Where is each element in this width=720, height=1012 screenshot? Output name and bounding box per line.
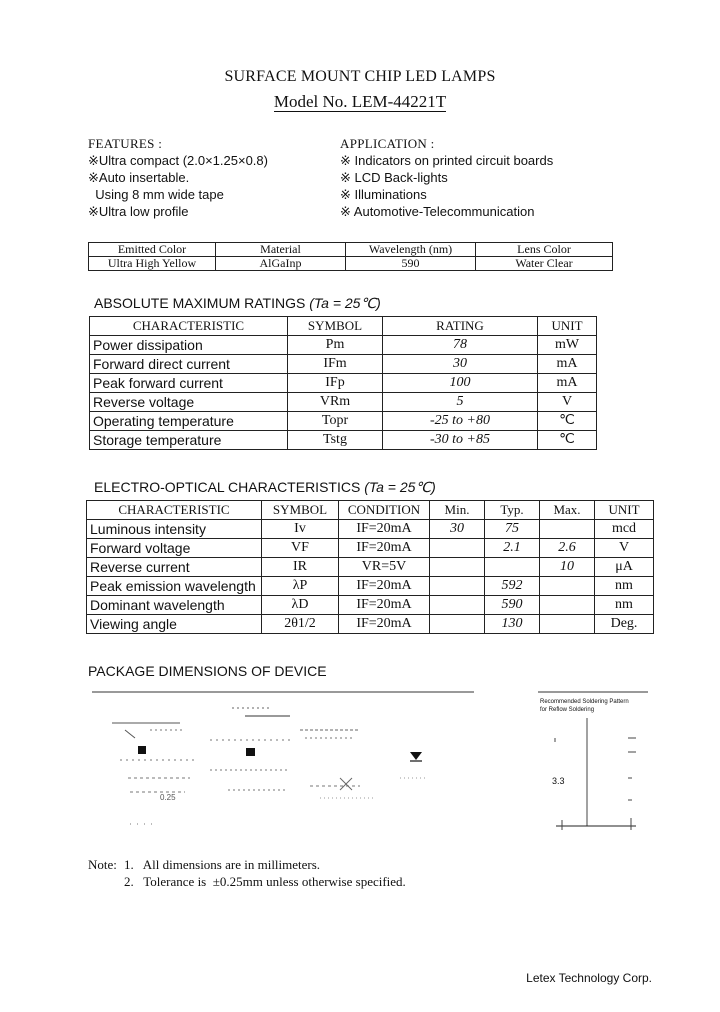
- note-item: 2. Tolerance is ±0.25mm unless otherwise specified.: [124, 874, 406, 889]
- table-row: [87, 539, 654, 558]
- table-cell: IF=20mA: [339, 520, 430, 539]
- table-cell: λD: [262, 596, 339, 615]
- table-cell: mA: [538, 374, 597, 393]
- table-cell: VRm: [288, 393, 383, 412]
- model-number-text: Model No. LEM-44221T: [273, 92, 447, 111]
- table-cell: 30: [430, 520, 485, 539]
- table-cell: ℃: [538, 412, 597, 431]
- table-cell: Tstg: [288, 431, 383, 450]
- table-header-cell: Typ.: [485, 501, 540, 520]
- table-row: [90, 393, 597, 412]
- table-cell: Peak emission wavelength: [87, 577, 262, 596]
- feature-line: ※Ultra compact (2.0×1.25×0.8): [88, 153, 268, 168]
- features-heading: FEATURES :: [88, 136, 163, 151]
- table-cell: [430, 539, 485, 558]
- table-cell: Reverse current: [87, 558, 262, 577]
- application-section: [340, 135, 553, 220]
- table-row: [87, 558, 654, 577]
- electro-optical-table: [86, 500, 654, 634]
- table-header-cell: CHARACTERISTIC: [90, 317, 288, 336]
- table-header-cell: UNIT: [538, 317, 597, 336]
- table-cell: mW: [538, 336, 597, 355]
- table-cell: λP: [262, 577, 339, 596]
- feature-line: ※Ultra low profile: [88, 204, 189, 219]
- table-cell: Iv: [262, 520, 339, 539]
- table-row: [87, 615, 654, 634]
- table-cell: Forward voltage: [87, 539, 262, 558]
- table-cell: -25 to +80: [383, 412, 538, 431]
- table-cell: 30: [383, 355, 538, 374]
- solder-pattern-caption: Recommended Soldering Pattern: [540, 699, 629, 705]
- table-cell: [430, 558, 485, 577]
- table-cell: Viewing angle: [87, 615, 262, 634]
- diode-symbol-icon: [410, 752, 422, 760]
- company-name: Letex Technology Corp.: [526, 971, 652, 985]
- electro-optical-heading: [94, 479, 436, 496]
- application-line: ※ Automotive-Telecommunication: [340, 204, 535, 219]
- table-row: [90, 355, 597, 374]
- table-cell: V: [538, 393, 597, 412]
- table-cell: VR=5V: [339, 558, 430, 577]
- table-cell: nm: [595, 596, 654, 615]
- table-header-cell: RATING: [383, 317, 538, 336]
- notes-label: Note:: [88, 857, 117, 872]
- table-row: [90, 336, 597, 355]
- solder-dimension-label: 3.3: [552, 776, 565, 786]
- features-section: [88, 135, 268, 220]
- table-cell: Peak forward current: [90, 374, 288, 393]
- table-cell: IF=20mA: [339, 615, 430, 634]
- table-cell: 78: [383, 336, 538, 355]
- table-cell: Forward direct current: [90, 355, 288, 374]
- table-cell: [485, 558, 540, 577]
- table-header-cell: SYMBOL: [262, 501, 339, 520]
- table-cell: Dominant wavelength: [87, 596, 262, 615]
- table-cell: Storage temperature: [90, 431, 288, 450]
- table-cell: mcd: [595, 520, 654, 539]
- application-line: ※ Illuminations: [340, 187, 427, 202]
- table-header-cell: Material: [216, 243, 346, 257]
- table-cell: [430, 596, 485, 615]
- table-cell: 2.6: [540, 539, 595, 558]
- table-cell: 5: [383, 393, 538, 412]
- table-header-cell: Emitted Color: [89, 243, 216, 257]
- table-row: [87, 596, 654, 615]
- table-header-cell: CHARACTERISTIC: [87, 501, 262, 520]
- abs-max-heading: [94, 295, 381, 312]
- note-item: 1. All dimensions are in millimeters.: [124, 857, 321, 872]
- table-cell: VF: [262, 539, 339, 558]
- table-cell: [430, 615, 485, 634]
- electro-optical-condition: (Ta = 25℃): [364, 479, 436, 495]
- table-cell: Power dissipation: [90, 336, 288, 355]
- abs-max-title: ABSOLUTE MAXIMUM RATINGS: [94, 295, 306, 311]
- table-cell: [540, 520, 595, 539]
- table-row: [90, 431, 597, 450]
- chip-dimension-label: 0.25: [160, 793, 176, 802]
- table-header-row: [89, 243, 613, 257]
- table-cell: 2θ1/2: [262, 615, 339, 634]
- table-header-cell: Min.: [430, 501, 485, 520]
- table-header-cell: Wavelength (nm): [346, 243, 476, 257]
- table-header-row: [90, 317, 597, 336]
- abs-max-condition: (Ta = 25℃): [309, 295, 381, 311]
- table-cell: IF=20mA: [339, 539, 430, 558]
- table-cell: Ultra High Yellow: [89, 257, 216, 271]
- table-cell: Topr: [288, 412, 383, 431]
- table-cell: IFm: [288, 355, 383, 374]
- table-cell: [540, 615, 595, 634]
- table-row: [87, 577, 654, 596]
- table-header-cell: Lens Color: [476, 243, 613, 257]
- abs-max-table: [89, 316, 597, 450]
- application-heading: APPLICATION :: [340, 136, 435, 151]
- table-cell: Deg.: [595, 615, 654, 634]
- table-cell: -30 to +85: [383, 431, 538, 450]
- table-cell: nm: [595, 577, 654, 596]
- table-cell: 75: [485, 520, 540, 539]
- application-line: ※ LCD Back-lights: [340, 170, 448, 185]
- electro-optical-title: ELECTRO-OPTICAL CHARACTERISTICS: [94, 479, 361, 495]
- table-header-cell: SYMBOL: [288, 317, 383, 336]
- table-header-cell: CONDITION: [339, 501, 430, 520]
- feature-line: ※Auto insertable.: [88, 170, 190, 185]
- table-cell: IR: [262, 558, 339, 577]
- table-cell: 100: [383, 374, 538, 393]
- table-row: [87, 520, 654, 539]
- table-cell: Operating temperature: [90, 412, 288, 431]
- table-cell: 130: [485, 615, 540, 634]
- table-cell: AlGaInp: [216, 257, 346, 271]
- table-cell: Water Clear: [476, 257, 613, 271]
- table-cell: V: [595, 539, 654, 558]
- table-cell: mA: [538, 355, 597, 374]
- table-cell: Luminous intensity: [87, 520, 262, 539]
- table-cell: ℃: [538, 431, 597, 450]
- table-row: [90, 412, 597, 431]
- table-row: [90, 374, 597, 393]
- document-title: SURFACE MOUNT CHIP LED LAMPS: [224, 68, 496, 85]
- table-cell: IFp: [288, 374, 383, 393]
- table-row: [89, 257, 613, 271]
- package-dimensions-title: PACKAGE DIMENSIONS OF DEVICE: [88, 663, 327, 679]
- table-cell: 2.1: [485, 539, 540, 558]
- table-cell: IF=20mA: [339, 596, 430, 615]
- table-cell: 10: [540, 558, 595, 577]
- table-cell: Pm: [288, 336, 383, 355]
- model-number: [0, 92, 720, 112]
- table-cell: IF=20mA: [339, 577, 430, 596]
- feature-line: Using 8 mm wide tape: [88, 187, 224, 202]
- table-cell: [430, 577, 485, 596]
- table-cell: [540, 577, 595, 596]
- table-cell: μA: [595, 558, 654, 577]
- table-cell: [540, 596, 595, 615]
- emitted-color-table: [88, 242, 613, 271]
- table-cell: 590: [485, 596, 540, 615]
- table-cell: Reverse voltage: [90, 393, 288, 412]
- application-line: ※ Indicators on printed circuit boards: [340, 153, 554, 168]
- table-cell: 590: [346, 257, 476, 271]
- table-header-cell: Max.: [540, 501, 595, 520]
- table-header-row: [87, 501, 654, 520]
- table-header-cell: UNIT: [595, 501, 654, 520]
- solder-pattern-caption-2: for Reflow Soldering: [540, 707, 595, 713]
- table-cell: 592: [485, 577, 540, 596]
